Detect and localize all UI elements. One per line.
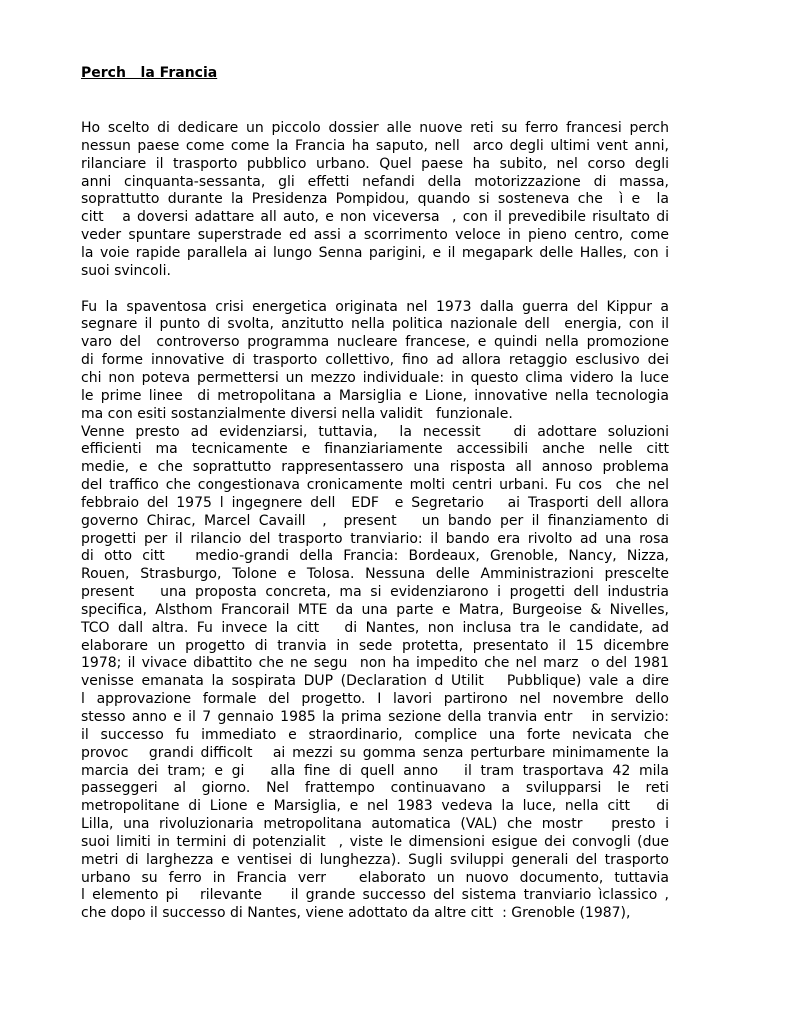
text-line: di otto citt medio-grandi della Francia: Bordeaux, Grenoble, Nancy, Nizza, [81, 548, 669, 565]
text-line: ma con esiti sostanzialmente diversi nella validit funzionale. [81, 405, 513, 422]
text-line: del traffico che congestionava cronicamente molti centri urbani. Fu cos che nel [81, 477, 669, 494]
text-line: passeggeri al giorno. Nel frattempo continuavano a svilupparsi le reti [81, 780, 669, 797]
text-line: Venne presto ad evidenziarsi, tuttavia, la necessit di adottare soluzioni [81, 423, 669, 440]
text-line: suoi limiti in termini di potenzialit , viste le dimensioni esigue dei convogli (due [81, 833, 669, 850]
text-line: l approvazione formale del progetto. I lavori partirono nel novembre dello [81, 691, 669, 708]
text-line: specifica, Alsthom Francorail MTE da una parte e Matra, Burgeoise & Nivelles, [81, 601, 669, 618]
text-line: veder spuntare superstrade ed assi a scorrimento veloce in pieno centro, come [81, 227, 669, 244]
text-line: l elemento pi rilevante il grande successo del sistema tranviario ìclassico , [81, 887, 669, 904]
text-line: chi non poteva permettersi un mezzo individuale: in questo clima videro la luce [81, 369, 669, 386]
text-line: marcia dei tram; e gi alla fine di quell anno il tram trasportava 42 mila [81, 762, 669, 779]
text-line: metropolitane di Lione e Marsiglia, e nel 1983 vedeva la luce, nella citt di [81, 798, 669, 815]
text-line: le prime linee di metropolitana a Marsiglia e Lione, innovative nella tecnologia [81, 387, 669, 404]
page-title: Perch la Francia [81, 65, 218, 81]
text-line: Fu la spaventosa crisi energetica originata nel 1973 dalla guerra del Kippur a [81, 298, 669, 315]
text-line: la voie rapide parallela ai lungo Senna parigini, e il megapark delle Halles, con i [81, 244, 669, 261]
paragraph-1 [81, 120, 669, 281]
text-line: suoi svincoli. [81, 262, 171, 279]
text-line: TCO dall altra. Fu invece la citt di Nantes, non inclusa tra le candidate, ad [81, 619, 669, 636]
text-line: progetti per il rilancio del trasporto tranviario: il bando era rivolto ad una rosa [81, 530, 669, 547]
text-line: citt a doversi adattare all auto, e non viceversa , con il prevedibile risultato di [81, 209, 669, 226]
text-line: provoc grandi difficolt ai mezzi su gomma senza perturbare minimamente la [81, 744, 669, 761]
text-line: segnare il punto di svolta, anzitutto nella politica nazionale dell energia, con il [81, 316, 669, 333]
document-page [81, 64, 669, 923]
text-line: medie, e che soprattutto rappresentassero una risposta all annoso problema [81, 459, 669, 476]
text-line: soprattutto durante la Presidenza Pompidou, quando si sosteneva che ì e la [81, 191, 669, 208]
text-line: efficienti ma tecnicamente e finanziariamente accessibili anche nelle citt [81, 441, 669, 458]
text-line: febbraio del 1975 l ingegnere dell EDF e Segretario ai Trasporti dell allora [81, 494, 669, 511]
text-line: stesso anno e il 7 gennaio 1985 la prima sezione della tranvia entr in servizio: [81, 709, 669, 725]
text-line: governo Chirac, Marcel Cavaill , present un bando per il finanziamento di [81, 512, 669, 529]
text-line: anni cinquanta-sessanta, gli effetti nefandi della motorizzazione di massa, [81, 173, 669, 190]
paragraph-2 [81, 299, 669, 924]
text-line: elaborare un progetto di tranvia in sede protetta, presentato il 15 dicembre [81, 637, 669, 654]
text-line: venisse emanata la sospirata DUP (Declaration d Utilit Pubblique) vale a dire [81, 673, 669, 690]
text-line: 1978; il vivace dibattito che ne segu non ha impedito che nel marz o del 1981 [81, 655, 669, 672]
text-line: urbano su ferro in Francia verr elaborato un nuovo documento, tuttavia [81, 869, 669, 886]
text-line: metri di larghezza e ventisei di lunghezza). Sugli sviluppi generali del trasporto [81, 851, 669, 868]
text-line: Ho scelto di dedicare un piccolo dossier alle nuove reti su ferro francesi perch [81, 120, 669, 136]
text-line: di forme innovative di trasporto collettivo, fino ad allora retaggio esclusivo dei [81, 352, 669, 369]
text-line: nessun paese come come la Francia ha saputo, nell arco degli ultimi vent anni, [81, 137, 669, 154]
text-line: varo del controverso programma nucleare francese, e quindi nella promozione [81, 334, 669, 351]
text-line: Rouen, Strasburgo, Tolone e Tolosa. Nessuna delle Amministrazioni prescelte [81, 566, 669, 583]
text-line: rilanciare il trasporto pubblico urbano. Quel paese ha subito, nel corso degli [81, 155, 669, 172]
text-line: il successo fu immediato e straordinario, complice una forte nevicata che [81, 726, 669, 743]
text-line: che dopo il successo di Nantes, viene adottato da altre citt : Grenoble (1987), [81, 905, 631, 922]
text-line: Lilla, una rivoluzionaria metropolitana automatica (VAL) che mostr presto i [81, 816, 669, 833]
text-line: present una proposta concreta, ma si evidenziarono i progetti dell industria [81, 584, 669, 601]
